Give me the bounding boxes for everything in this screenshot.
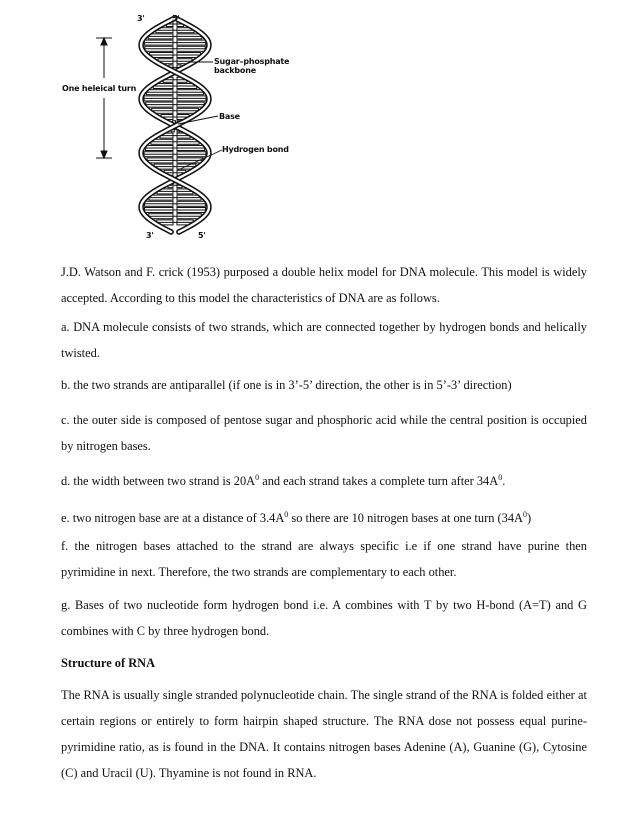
point-d-text-1: d. the width between two strand is 20A: [61, 474, 256, 489]
point-c: c. the outer side is composed of pentose sugar and phosphoric acid while the central position is occupied by nitrogen bases.: [61, 413, 587, 453]
point-d-text-3: .: [502, 474, 506, 489]
point-g: g. Bases of two nucleotide form hydrogen bond i.e. A combines with T by two H-bond (A=T) and G combines with C by three hydrogen bond.: [61, 598, 587, 638]
point-b: b. the two strands are antiparallel (if one is in 3’-5’ direction, the other is in 5’-3’ direction): [61, 378, 512, 392]
rna-heading: Structure of RNA: [61, 656, 156, 670]
bottom-5prime-label: 5': [198, 231, 206, 240]
bottom-3prime-label: 3': [146, 231, 154, 240]
turn-label: One heleical turn: [62, 84, 137, 93]
point-d-sup-1: 0: [255, 473, 260, 482]
turn-dimension-marker: [96, 38, 112, 158]
point-e-sup-2: 0: [522, 510, 527, 519]
point-a: a. DNA molecule consists of two strands, which are connected together by hydrogen bonds and helically twisted.: [61, 320, 587, 360]
top-3prime-label: 3': [137, 14, 145, 23]
backbone-label: Sugar–phosphate backbone: [214, 57, 290, 75]
point-d-text-2: and each strand takes a complete turn after 34A: [259, 474, 499, 489]
base-label: Base: [219, 112, 240, 121]
top-5prime-label: 5': [172, 14, 180, 23]
double-helix-diagram: [0, 0, 638, 250]
point-e-text-3: ): [526, 511, 532, 526]
point-d-sup-2: 0: [498, 473, 503, 482]
point-f: f. the nitrogen bases attached to the strand are always specific i.e if one strand have purine then pyrimidine in next. Therefore, the two strands are complementary to each other.: [61, 539, 587, 579]
hydrogen-bond-label: Hydrogen bond: [222, 145, 289, 154]
point-d: [61, 470, 587, 489]
intro-paragraph: J.D. Watson and F. crick (1953) purposed a double helix model for DNA molecule. This model is widely accepted. According to this model the characteristics of DNA are as follows.: [61, 265, 587, 305]
point-e-text-2: so there are 10 nitrogen bases at one turn (34A: [288, 511, 523, 526]
dna-helix-figure: [0, 0, 638, 250]
point-e-text-1: e. two nitrogen base are at a distance of 3.4A: [61, 511, 285, 526]
point-e: [61, 507, 587, 526]
point-e-sup-1: 0: [284, 510, 289, 519]
rna-paragraph: The RNA is usually single stranded polynucleotide chain. The single strand of the RNA is folded either at certain regions or entirely to form hairpin shaped structure. The RNA dose not possess equal purine-pyrimidine ratio, as is found in the DNA. It contains nitrogen bases Adenine (A), Guanine (G), Cytosine (C) and Uracil (U). Thyamine is not found in RNA.: [61, 688, 587, 780]
